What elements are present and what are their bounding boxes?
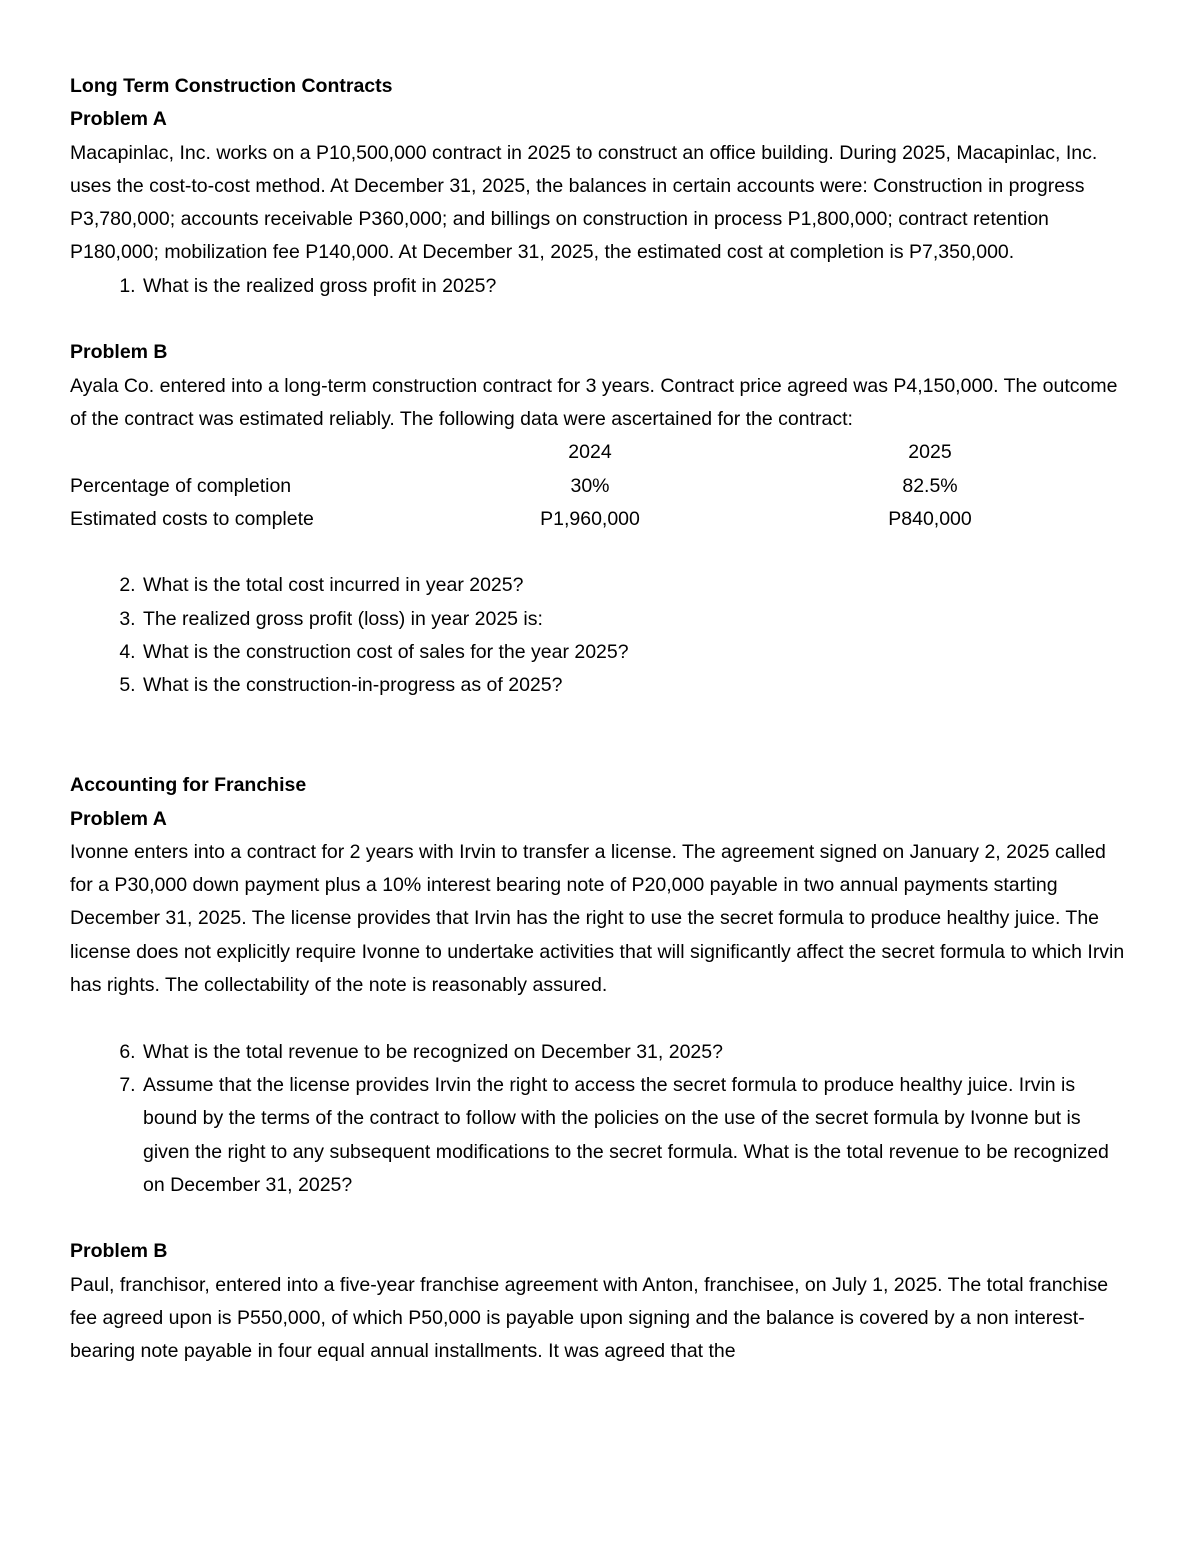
problem-b-heading: Problem B	[70, 341, 168, 364]
table-header-row	[70, 436, 1130, 469]
spacer	[70, 303, 1130, 336]
problem-a-text: Macapinlac, Inc. works on a P10,500,000 contract in 2025 to construct an office building. During 2025, Macapinlac, Inc. uses the cost-to-cost method. At December 31, 2025, the balances in certain accounts were: Construction in progress P3,780,000; accounts receivable P360,000; and billings on construction in process P1,800,000; contract retention P180,000; mobilization fee P140,000. At December 31, 2025, the estimated cost at completion is P7,350,000.	[70, 141, 1098, 264]
cell-2024: 30%	[570, 474, 610, 497]
question-list-3	[70, 1036, 1130, 1202]
cell-2025: 82.5%	[902, 474, 958, 497]
problem-a-heading: Problem A	[70, 108, 167, 131]
question-list-2	[70, 569, 1130, 702]
spacer	[70, 1202, 1130, 1235]
question-3: 3. The realized gross profit (loss) in year 2025 is:	[141, 603, 1130, 636]
franchise-problem-a-text: Ivonne enters into a contract for 2 years with Irvin to transfer a license. The agreement signed on January 2, 2025 called for a P30,000 down payment plus a 10% interest bearing note of P20,000 payable in two annual payments starting December 31, 2025. The license provides that Irvin has the right to use the secret formula to produce healthy juice. The license does not explicitly require Ivonne to undertake activities that will significantly affect the secret formula to which Irvin has rights. The collectability of the note is reasonably assured.	[70, 840, 1125, 997]
franchise-problem-a-heading: Problem A	[70, 807, 167, 830]
question-2: 2. What is the total cost incurred in year 2025?	[141, 569, 1130, 602]
document-page	[70, 70, 1130, 1369]
table-header-2025: 2025	[908, 441, 952, 464]
spacer	[70, 703, 1130, 770]
spacer	[70, 1002, 1130, 1035]
table-row	[70, 503, 1130, 536]
question-1: 1. What is the realized gross profit in 2025?	[141, 270, 1130, 303]
cell-2024: P1,960,000	[540, 507, 640, 530]
table-row	[70, 470, 1130, 503]
franchise-problem-b-heading: Problem B	[70, 1240, 168, 1263]
spacer	[70, 536, 1130, 569]
problem-b-text: Ayala Co. entered into a long-term construction contract for 3 years. Contract price agreed was P4,150,000. The outcome of the contract was estimated reliably. The following data were ascertained for the contract:	[70, 374, 1118, 430]
question-5: 5. What is the construction-in-progress as of 2025?	[141, 669, 1130, 702]
question-7: 7. Assume that the license provides Irvin the right to access the secret formula to produce healthy juice. Irvin is bound by the terms of the contract to follow with the policies on the use of the secret formula by Ivonne but is given the right to any subsequent modifications to the secret formula. What is the total revenue to be recognized on December 31, 2025?	[141, 1069, 1130, 1202]
row-label: Percentage of completion	[70, 474, 292, 497]
completion-data-table	[70, 436, 1130, 536]
cell-2025: P840,000	[888, 507, 972, 530]
question-6: 6. What is the total revenue to be recognized on December 31, 2025?	[141, 1036, 1130, 1069]
question-4: 4. What is the construction cost of sales for the year 2025?	[141, 636, 1130, 669]
table-header-blank	[70, 436, 450, 469]
row-label: Estimated costs to complete	[70, 507, 314, 530]
franchise-problem-b-text: Paul, franchisor, entered into a five-year franchise agreement with Anton, franchisee, on July 1, 2025. The total franchise fee agreed upon is P550,000, of which P50,000 is payable upon signing and the balance is covered by a non interest-bearing note payable in four equal annual installments. It was agreed that the	[70, 1273, 1109, 1363]
section-title-franchise: Accounting for Franchise	[70, 774, 307, 797]
question-list-1	[70, 270, 1130, 303]
table-header-2024: 2024	[568, 441, 612, 464]
section-title-construction: Long Term Construction Contracts	[70, 75, 393, 97]
